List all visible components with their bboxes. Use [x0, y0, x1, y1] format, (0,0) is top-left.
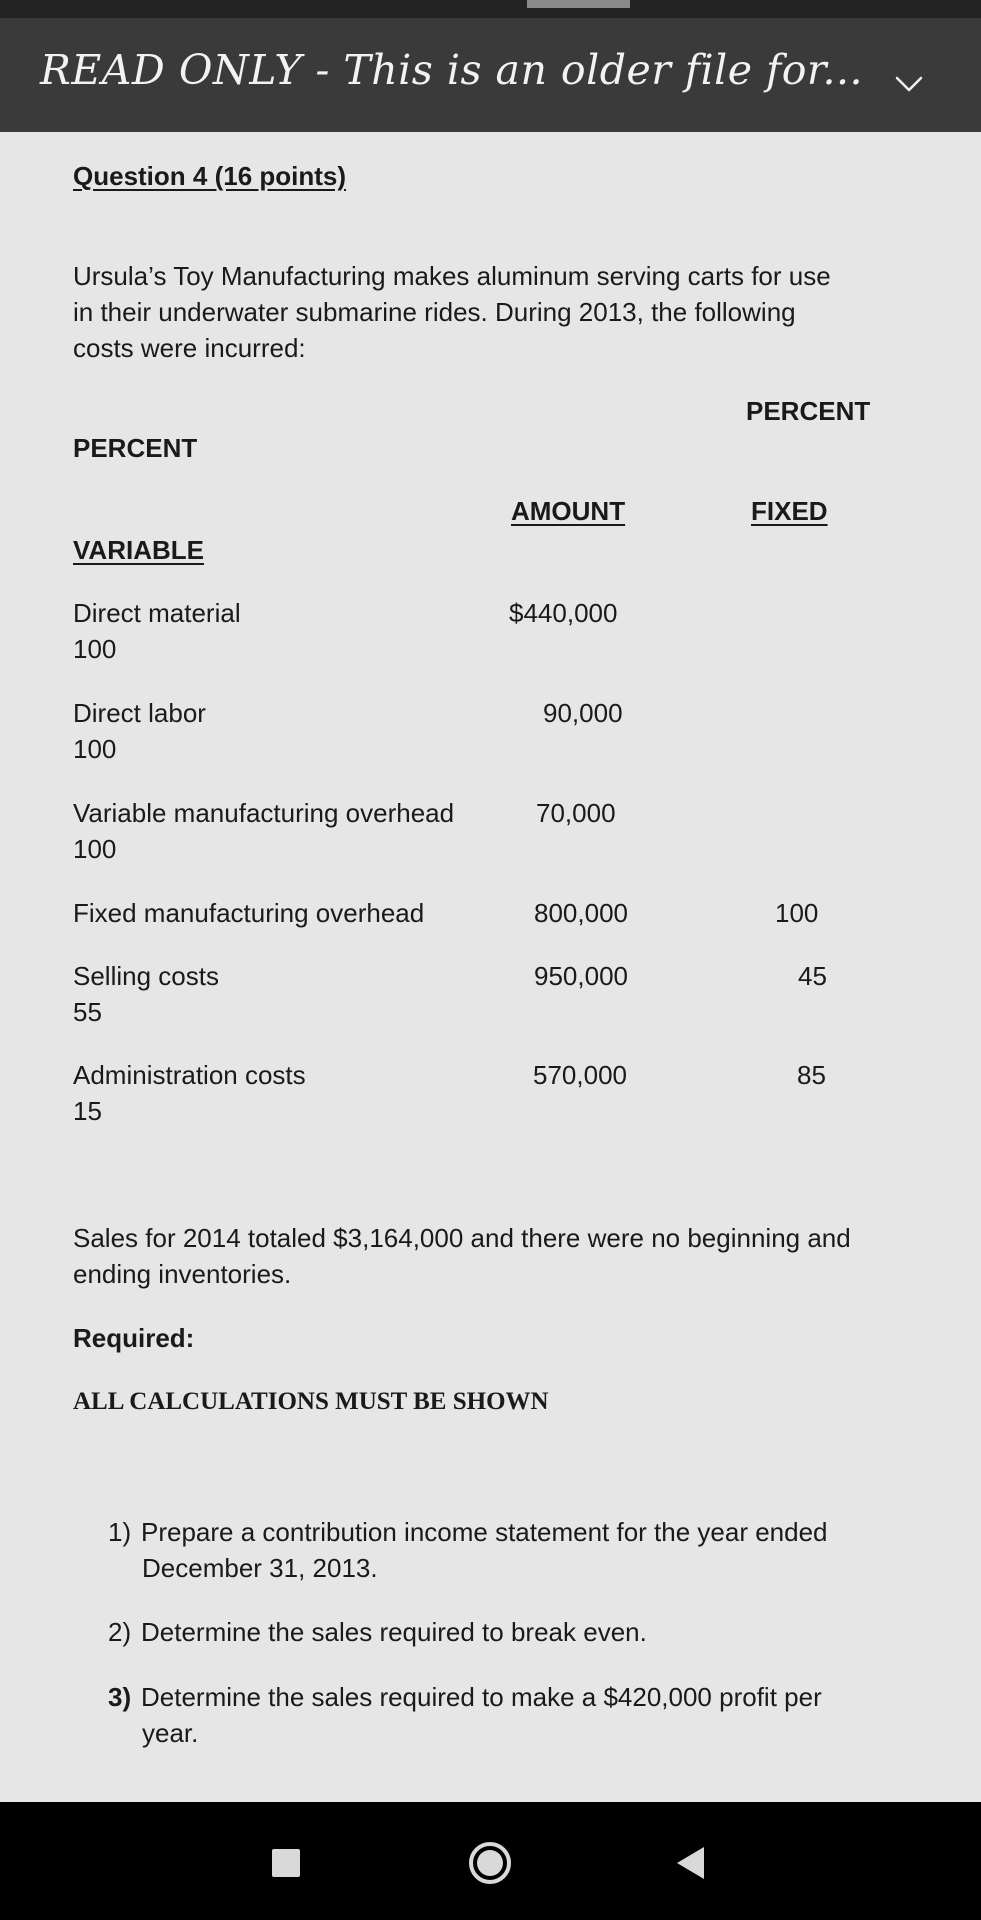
question-heading: Question 4 (16 points) [73, 161, 347, 191]
status-bar [0, 0, 981, 18]
chevron-down-icon[interactable] [893, 68, 925, 100]
required-item-line: year. [142, 1718, 199, 1748]
required-item-line: December 31, 2013. [142, 1553, 378, 1583]
required-item-line: Determine the sales required to break even. [141, 1617, 647, 1647]
document-page [0, 132, 981, 1802]
status-pill [527, 0, 630, 8]
required-item-number: 1) [108, 1517, 132, 1547]
row-label: Administration costs [73, 1060, 306, 1090]
row-variable: 15 [73, 1096, 102, 1126]
navigation-bar [0, 1802, 981, 1920]
row-fixed: 85 [797, 1060, 826, 1090]
title-bar [0, 18, 981, 132]
header-percent-left: PERCENT [73, 433, 198, 463]
square-recents-icon[interactable] [271, 1848, 301, 1878]
row-fixed: 100 [775, 898, 819, 928]
window-title: READ ONLY - This is an older file for... [40, 46, 864, 94]
required-label: Required: [73, 1323, 195, 1353]
header-fixed: FIXED [751, 496, 828, 526]
row-label: Direct labor [73, 698, 206, 728]
required-item-number: 2) [108, 1617, 132, 1647]
intro-line-3: costs were incurred: [73, 333, 306, 363]
row-amount: 950,000 [534, 961, 628, 991]
circle-home-icon[interactable] [467, 1840, 513, 1886]
required-item-line: Determine the sales required to make a $420,000 profit per [141, 1682, 822, 1712]
row-variable: 55 [73, 997, 102, 1027]
sales-line-2: ending inventories. [73, 1259, 292, 1289]
row-label: Direct material [73, 598, 241, 628]
row-variable: 100 [73, 734, 117, 764]
intro-line-1: Ursula’s Toy Manufacturing makes aluminum serving carts for use [73, 261, 831, 291]
row-amount: 570,000 [533, 1060, 627, 1090]
row-label: Variable manufacturing overhead [73, 798, 455, 828]
required-item-number: 3) [108, 1682, 132, 1712]
row-fixed: 45 [798, 961, 827, 991]
triangle-back-icon[interactable] [675, 1846, 705, 1880]
sales-line-1: Sales for 2014 totaled $3,164,000 and there were no beginning and [73, 1223, 851, 1253]
row-label: Fixed manufacturing overhead [73, 898, 425, 928]
header-variable: VARIABLE [73, 535, 204, 565]
row-label: Selling costs [73, 961, 219, 991]
required-item-line: Prepare a contribution income statement for the year ended [141, 1517, 828, 1547]
calculations-note: ALL CALCULATIONS MUST BE SHOWN [73, 1388, 549, 1415]
header-percent-right: PERCENT [746, 396, 871, 426]
row-amount: 70,000 [536, 798, 616, 828]
header-amount: AMOUNT [511, 496, 626, 526]
row-variable: 100 [73, 834, 117, 864]
row-amount: $440,000 [509, 598, 618, 628]
row-variable: 100 [73, 634, 117, 664]
row-amount: 90,000 [543, 698, 623, 728]
row-amount: 800,000 [534, 898, 628, 928]
intro-line-2: in their underwater submarine rides. During 2013, the following [73, 297, 796, 327]
